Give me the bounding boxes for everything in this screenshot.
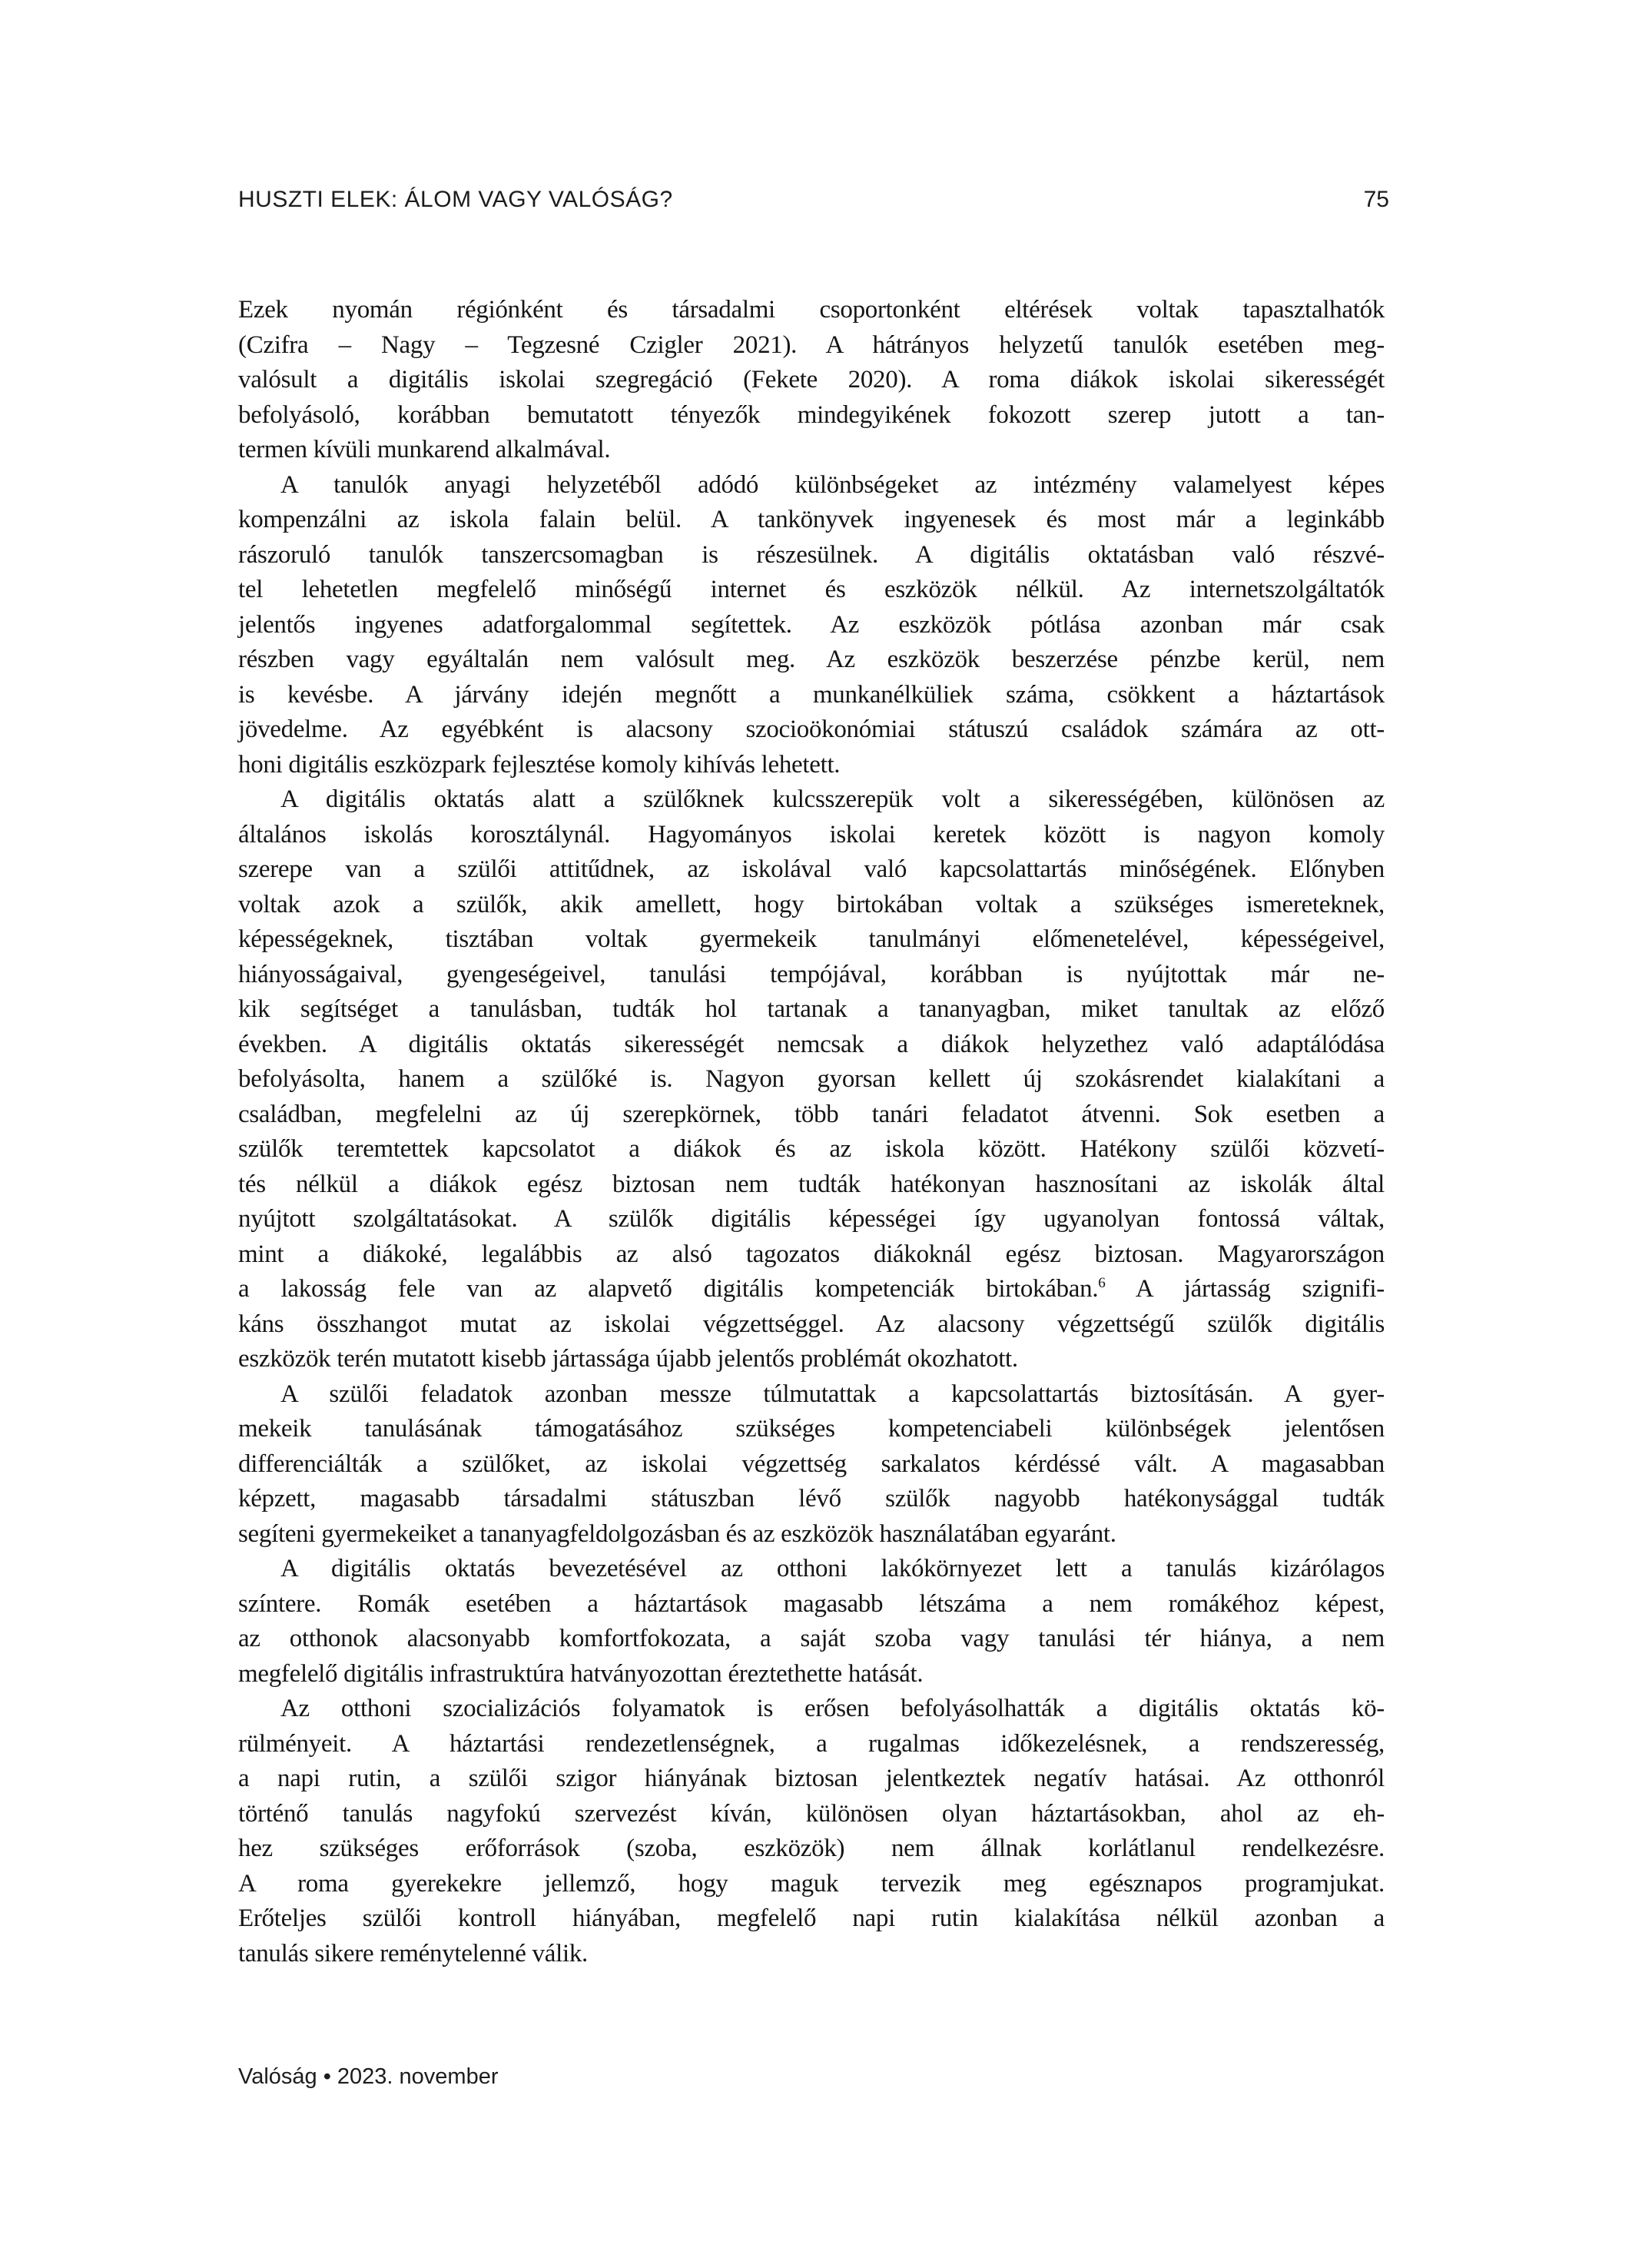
text-line: általános iskolás korosztálynál. Hagyományos iskolai keretek között is nagyon komoly bbox=[238, 820, 1385, 848]
text-line: mekeik tanulásának támogatásához szükséges kompetenciabeli különbségek jelentősen bbox=[238, 1415, 1385, 1443]
text-line: szerepe van a szülői attitűdnek, az iskolával való kapcsolattartás minőségének. Előnyben bbox=[238, 855, 1385, 883]
text-line: tel lehetetlen megfelelő minőségű internet és eszközök nélkül. Az internetszolgáltatók bbox=[238, 576, 1385, 603]
text-line: tanulás sikere reménytelenné válik. bbox=[238, 1939, 588, 1967]
text-line: hez szükséges erőforrások (szoba, eszközök) nem állnak korlátlanul rendelkezésre. bbox=[238, 1835, 1385, 1862]
text-line: A roma gyerekekre jellemző, hogy maguk tervezik meg egésznapos programjukat. bbox=[238, 1869, 1385, 1898]
text-line: a napi rutin, a szülői szigor hiányának biztosan jelentkeztek negatív hatásai. Az otthonról bbox=[238, 1765, 1385, 1792]
text-line: családban, megfelelni az új szerepkörnek, több tanári feladatot átvenni. Sok esetben a bbox=[238, 1100, 1385, 1128]
text-line: képességeknek, tisztában voltak gyermekeik tanulmányi előmenetelével, képességeivel, bbox=[238, 925, 1385, 953]
text-line: befolyásoló, korábban bemutatott tényezők mindegyikének fokozott szerep jutott a tan- bbox=[238, 400, 1385, 429]
text-line: képzett, magasabb társadalmi státuszban lévő szülők nagyobb hatékonysággal tudták bbox=[238, 1485, 1385, 1513]
text-line: A szülői feladatok azonban messze túlmutattak a kapcsolattartás biztosításán. A gyer- bbox=[280, 1380, 1385, 1408]
text-line: eszközök terén mutatott kisebb jártassága újabb jelentős problémát okozhatott. bbox=[238, 1345, 1018, 1373]
text-line: rülményeit. A háztartási rendezetlenségnek, a rugalmas időkezelésnek, a rendszeresség, bbox=[238, 1729, 1385, 1758]
text-line: A digitális oktatás bevezetésével az otthoni lakókörnyezet lett a tanulás kizárólagos bbox=[280, 1555, 1385, 1582]
paragraph bbox=[238, 293, 1385, 468]
paragraph bbox=[238, 1692, 1385, 1971]
text-line: részben vagy egyáltalán nem valósult meg. Az eszközök beszerzése pénzbe kerül, nem bbox=[238, 646, 1385, 673]
text-line: jövedelme. Az egyébként is alacsony szocioökonómiai státuszú családok számára az ott- bbox=[238, 716, 1385, 743]
paragraph bbox=[238, 1377, 1385, 1552]
text-line: jelentős ingyenes adatforgalommal segítettek. Az eszközök pótlása azonban már csak bbox=[238, 610, 1385, 639]
text-line: színtere. Romák esetében a háztartások magasabb létszáma a nem romákéhoz képest, bbox=[238, 1589, 1385, 1618]
running-title: HUSZTI ELEK: ÁLOM VAGY VALÓSÁG? bbox=[238, 187, 673, 212]
text-line: kik segítséget a tanulásban, tudták hol tartanak a tananyagban, miket tanultak az előző bbox=[238, 995, 1385, 1023]
footnote-ref: 6 bbox=[1098, 1275, 1106, 1291]
running-header bbox=[238, 187, 1389, 213]
text-line: is kevésbe. A járvány idején megnőtt a munkanélküliek száma, csökkent a háztartások bbox=[238, 680, 1385, 709]
page-number: 75 bbox=[1363, 187, 1389, 212]
text-line: segíteni gyermekeiket a tananyagfeldolgozásban és az eszközök használatában egyaránt. bbox=[238, 1519, 1116, 1548]
text-line: valósult a digitális iskolai szegregáció (Fekete 2020). A roma diákok iskolai sikerességét bbox=[238, 366, 1385, 393]
text-line: káns összhangot mutat az iskolai végzettséggel. Az alacsony végzettségű szülők digitális bbox=[238, 1310, 1385, 1338]
text-line: hiányosságaival, gyengeségeivel, tanulási tempójával, korábban is nyújtottak már ne- bbox=[238, 960, 1385, 988]
text-line: termen kívüli munkarend alkalmával. bbox=[238, 436, 611, 463]
text-line: (Czifra – Nagy – Tegzesné Czigler 2021). A hátrányos helyzetű tanulók esetében meg- bbox=[238, 330, 1385, 359]
text-line: az otthonok alacsonyabb komfortfokozata, a saját szoba vagy tanulási tér hiánya, a nem bbox=[238, 1625, 1385, 1652]
text-line: megfelelő digitális infrastruktúra hatványozottan éreztethette hatását. bbox=[238, 1659, 924, 1688]
text-line: kompenzálni az iskola falain belül. A tankönyvek ingyenesek és most már a leginkább bbox=[238, 506, 1385, 533]
journal-footer: Valóság • 2023. november bbox=[238, 2064, 499, 2089]
text-line: szülők teremtettek kapcsolatot a diákok és az iskola között. Hatékony szülői közvetí- bbox=[238, 1135, 1385, 1163]
text-line: voltak azok a szülők, akik amellett, hogy birtokában voltak a szükséges ismereteknek, bbox=[238, 890, 1385, 918]
text-line: mint a diákoké, legalábbis az alsó tagozatos diákoknál egész biztosan. Magyarországon bbox=[238, 1240, 1385, 1268]
text-line: években. A digitális oktatás sikerességét nemcsak a diákok helyzethez való adaptálódása bbox=[238, 1030, 1385, 1058]
text-line: tés nélkül a diákok egész biztosan nem tudták hatékonyan hasznosítani az iskolák által bbox=[238, 1170, 1385, 1198]
text-line: a lakosság fele van az alapvető digitális kompetenciák birtokában.$^6$ A jártasság szignifi- bbox=[238, 1275, 1385, 1303]
text-line: differenciálták a szülőket, az iskolai végzettség sarkalatos kérdéssé vált. A magasabban bbox=[238, 1449, 1385, 1478]
paragraph bbox=[238, 1552, 1385, 1692]
paragraph bbox=[238, 468, 1385, 783]
text-line: Ezek nyomán régiónként és társadalmi csoportonként eltérések voltak tapasztalhatók bbox=[238, 296, 1385, 324]
text-line: A digitális oktatás alatt a szülőknek kulcsszerepük volt a sikerességében, különösen az bbox=[280, 785, 1385, 813]
text-line: Erőteljes szülői kontroll hiányában, megfelelő napi rutin kialakítása nélkül azonban a bbox=[238, 1904, 1385, 1932]
text-line: nyújtott szolgáltatásokat. A szülők digitális képességei így ugyanolyan fontossá váltak, bbox=[238, 1205, 1385, 1233]
body-text bbox=[238, 293, 1385, 1971]
text-line: rászoruló tanulók tanszercsomagban is részesülnek. A digitális oktatásban való részvé- bbox=[238, 540, 1385, 569]
text-line: befolyásolta, hanem a szülőké is. Nagyon gyorsan kellett új szokásrendet kialakítani a bbox=[238, 1065, 1385, 1093]
text-line: honi digitális eszközpark fejlesztése komoly kihívás lehetett. bbox=[238, 750, 841, 779]
text-line: Az otthoni szocializációs folyamatok is erősen befolyásolhatták a digitális oktatás kö- bbox=[280, 1695, 1385, 1722]
text-line: A tanulók anyagi helyzetéből adódó különbségeket az intézmény valamelyest képes bbox=[280, 470, 1385, 499]
text-line: történő tanulás nagyfokú szervezést kíván, különösen olyan háztartásokban, ahol az eh- bbox=[238, 1799, 1385, 1828]
paragraph bbox=[238, 782, 1385, 1377]
